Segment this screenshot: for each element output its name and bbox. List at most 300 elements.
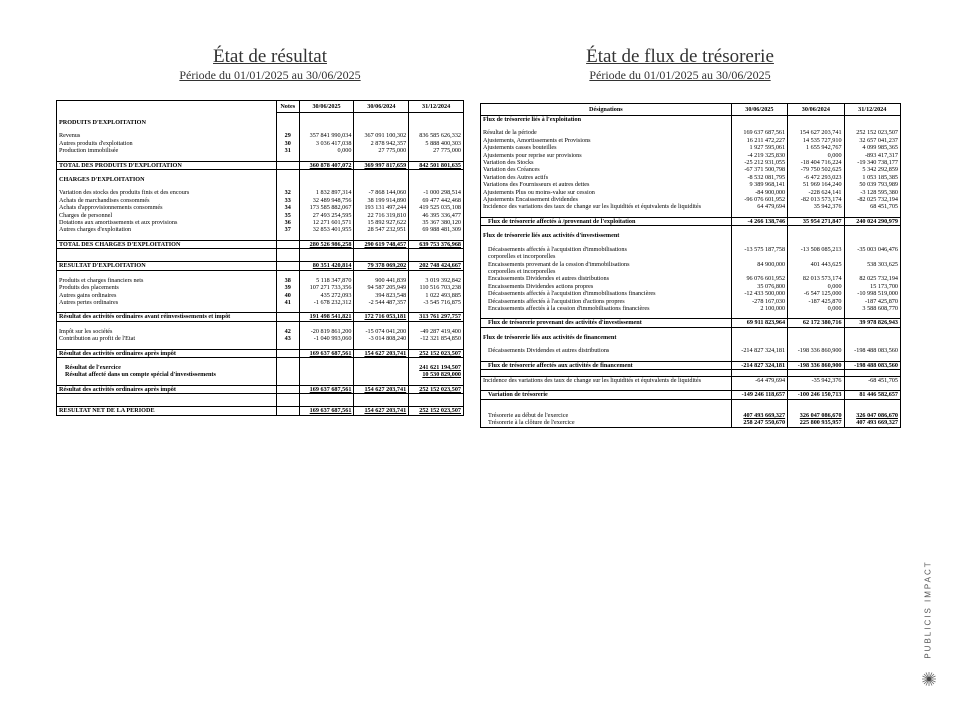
table-row-continuation [481,253,901,260]
empty-cell [354,119,409,126]
row-label-text: Flux de trésorerie affectés aux activités de financement [488,361,633,369]
row-label [481,361,732,369]
table-row [481,283,901,290]
row-label [481,129,732,136]
row-label [481,181,732,188]
value-cell: -187 425,870 [844,298,900,305]
note-cell [276,364,299,371]
column-header: 30/06/2025 [731,104,787,116]
value-cell: -198 336 860,900 [788,347,844,354]
note-cell [276,407,299,415]
table-row [481,152,901,159]
value-cell: 27 775,000 [409,147,464,154]
table-row [481,129,901,136]
value-cell: -187 425,870 [788,298,844,305]
value-cell: -3 545 716,875 [409,299,464,306]
row-label: Produits des placements [59,284,119,292]
value-cell: 2 100,000 [731,305,787,312]
value-cell: 173 585 882,067 [299,204,354,211]
value-cell: 35 954 271,847 [788,217,844,225]
value-cell: -214 827 324,181 [731,347,787,354]
table-row [57,385,464,393]
row-label-text: Encaissements Dividendes et autres distributions [488,275,609,283]
value-cell: 3 019 392,842 [409,277,464,284]
value-cell: -79 750 502,625 [788,166,844,173]
note-cell: 38 [276,277,299,284]
row-label: Contribution au profit de l'Etat [59,335,136,343]
section-row [57,119,464,126]
row-label: Autres pertes ordinaires [59,298,119,306]
row-label: Autres charges d'exploitation [59,226,132,234]
value-cell: 836 585 626,332 [409,132,464,139]
value-cell: 419 525 035,108 [409,204,464,211]
table-row [481,261,901,268]
empty-cell [409,119,464,126]
value-cell: 14 535 727,910 [788,137,844,144]
value-cell: 169 637 687,561 [299,349,354,357]
row-label: Résultat des activités ordinaires avant réinvestissements et impôt [57,313,277,321]
row-label: Achats de marchandises consommés [59,196,150,204]
row-label: Impôt sur les sociétés [59,327,113,335]
table-row [57,240,464,248]
empty-cell [844,268,900,275]
row-label-text: Décaissements Dividendes et autres distributions [488,347,610,355]
empty-cell [299,119,354,126]
row-label-text: Encaissements provenant de la cession d'immobilisations [488,260,630,268]
row-label [481,203,732,210]
row-label-text: Variation des Autres actifs [483,173,549,181]
income-statement-table [56,100,464,416]
value-cell: 32 853 401,955 [299,226,354,233]
cashflow-table [480,103,901,428]
row-label [481,144,732,151]
row-label: TOTAL DES PRODUITS D'EXPLOITATION [57,161,277,169]
value-cell: -3 014 808,240 [354,335,409,342]
value-cell: 369 997 817,659 [354,161,409,169]
note-cell [276,371,299,378]
value-cell: -13 575 187,758 [731,246,787,253]
row-label: TOTAL DES CHARGES D'EXPLOITATION [57,240,277,248]
table-row [57,189,464,196]
row-label-text: Décaissements affectés à l'acquisition d'actions propres [488,297,625,305]
row-label-text: Ajustements pour reprise sur provisions [483,151,582,159]
value-cell: 5 118 347,870 [299,277,354,284]
empty-cell [731,334,787,341]
value-cell: -8 532 081,795 [731,174,787,181]
value-cell: 15 173,700 [844,283,900,290]
table-header-row [57,101,464,113]
note-cell [276,161,299,169]
note-cell [276,262,299,270]
empty-cell [731,232,787,239]
value-cell: -15 074 041,200 [354,328,409,335]
value-cell: 64 479,694 [731,203,787,210]
note-cell [276,349,299,357]
row-label-continued: corporelles et incorporelles [488,267,556,275]
empty-cell [844,232,900,239]
value-cell: 1 832 897,314 [299,189,354,196]
row-label: Production immobilisée [59,147,119,155]
value-cell: 32 489 948,756 [299,197,354,204]
row-label: Résultat de l'exercice [65,363,121,371]
cashflow-title-block [560,46,800,82]
column-header: Notes [276,101,299,113]
table-row [57,197,464,204]
value-cell [354,371,409,378]
section-label: Flux de trésorerie liés aux activités d'investissement [483,232,620,240]
value-cell: -13 508 085,213 [788,246,844,253]
value-cell: 94 587 205,949 [354,284,409,291]
value-cell: -49 287 419,400 [409,328,464,335]
income-statement-period: Période du 01/01/2025 au 30/06/2025 [179,68,361,82]
value-cell: 79 378 069,202 [354,262,409,270]
row-label [481,196,732,203]
value-cell: 62 172 380,716 [788,319,844,327]
note-cell [276,313,299,321]
table-row [57,262,464,270]
note-cell: 37 [276,226,299,233]
value-cell: 252 152 023,507 [844,129,900,136]
value-cell: 0,000 [299,147,354,154]
table-row [57,364,464,371]
empty-cell [299,176,354,183]
value-cell: 639 753 376,968 [409,240,464,248]
value-cell: 172 716 053,181 [354,313,409,321]
row-label: Dotations aux amortissements et aux provisions [59,219,178,227]
table-row [481,376,901,384]
value-cell: 1 022 493,885 [409,292,464,299]
row-label-text: Ajustements Encaissement dividendes [483,196,578,204]
note-cell: 35 [276,212,299,219]
value-cell: 169 637 687,561 [299,407,354,415]
value-cell: 68 451,705 [844,203,900,210]
value-cell: 5 342 292,859 [844,166,900,173]
value-cell: -198 488 083,560 [844,361,900,369]
value-cell: 4 099 985,365 [844,144,900,151]
value-cell [299,371,354,378]
table-row [481,144,901,151]
value-cell: 1 655 942,767 [788,144,844,151]
value-cell: -198 336 860,900 [788,361,844,369]
row-label [481,159,732,166]
value-cell: 280 526 986,258 [299,240,354,248]
row-label: Produits et charges financiers nets [59,276,144,284]
value-cell: 27 775,000 [354,147,409,154]
row-label [481,283,732,290]
value-cell: 46 395 336,477 [409,212,464,219]
income-statement-title-block [140,46,400,82]
value-cell: 35 367 380,120 [409,219,464,226]
row-label [481,347,732,354]
sunburst-logo-icon [921,671,937,687]
value-cell: 110 516 703,238 [409,284,464,291]
value-cell: 360 878 407,072 [299,161,354,169]
row-label-text: Ajustements casses bouteilles [483,144,557,152]
column-header: 30/06/2025 [299,101,354,113]
row-label-text: Décaissements affectés à l'acquisition d'immobilisations [488,245,627,253]
row-label-text: Décaissements affectés à l'acquisition d'immobilisations financières [488,290,656,298]
table-row [57,140,464,147]
table-row [481,419,901,427]
row-label [481,290,732,297]
value-cell: -3 128 595,380 [844,189,900,196]
value-cell: 169 637 687,561 [299,385,354,393]
value-cell: 35 076,800 [731,283,787,290]
value-cell: 258 247 550,670 [731,419,787,427]
table-row [481,166,901,173]
row-label [481,166,732,173]
column-header: 30/06/2024 [788,104,844,116]
value-cell: -4 219 325,830 [731,152,787,159]
row-label [481,246,732,253]
spacer-cell [731,369,787,376]
value-cell: 10 530 829,000 [409,371,464,378]
value-cell: -6 547 125,000 [788,290,844,297]
empty-cell [276,119,299,126]
value-cell: -214 827 324,181 [731,361,787,369]
value-cell: -84 900,000 [731,189,787,196]
value-cell: 240 024 290,979 [844,217,900,225]
value-cell: 69 477 442,468 [409,197,464,204]
row-label [481,189,732,196]
empty-cell [844,116,900,124]
table-row [481,137,901,144]
value-cell: -893 417,317 [844,152,900,159]
empty-cell [844,334,900,341]
table-row [57,407,464,415]
value-cell: 1 053 185,385 [844,174,900,181]
value-cell: -6 472 293,023 [788,174,844,181]
income-statement-title: État de résultat [213,46,327,67]
value-cell: -96 076 601,952 [731,196,787,203]
value-cell: 290 619 748,457 [354,240,409,248]
row-label: Variation des stocks des produits finis et des encours [59,189,190,197]
table-row [481,412,901,419]
row-label-text: Flux de trésorerie affectés à /provenant de l'exploitation [488,217,636,225]
note-cell: 36 [276,219,299,226]
table-row [481,246,901,253]
value-cell: -4 266 138,746 [731,217,787,225]
note-cell: 39 [276,284,299,291]
section-row [57,176,464,183]
note-cell: 41 [276,299,299,306]
table-row [57,299,464,306]
row-label: Charges de personnel [59,211,113,219]
value-cell: 154 627 203,741 [354,349,409,357]
table-row [57,328,464,335]
row-label [481,261,732,268]
empty-cell [788,334,844,341]
row-label-text: Résultat de la période [483,129,537,137]
value-cell: 3 036 417,038 [299,140,354,147]
value-cell: -67 371 500,798 [731,166,787,173]
value-cell: -149 246 118,657 [731,391,787,399]
value-cell: 22 716 319,810 [354,212,409,219]
note-cell: 42 [276,328,299,335]
value-cell: 367 091 100,302 [354,132,409,139]
section-row [481,334,901,341]
row-label: Résultat affecté dans un compte spécial d'investissements [65,371,216,379]
value-cell: 82 025 732,194 [844,275,900,282]
value-cell: -35 942,376 [788,376,844,384]
row-label: RESULTAT NET DE LA PERIODE [57,407,277,415]
table-row [481,203,901,210]
table-row [57,132,464,139]
table-row [481,305,901,312]
row-label-continued: corporelles et incorporelles [488,253,556,261]
row-label [481,275,732,282]
table-header-row [481,104,901,116]
value-cell: -12 433 500,000 [731,290,787,297]
table-row [57,204,464,211]
value-cell: -18 404 716,224 [788,159,844,166]
value-cell: -68 451,705 [844,376,900,384]
section-label: Flux de trésorerie liés aux activités de financement [483,333,617,341]
row-label: Achats d'approvisionnements consommés [59,204,163,212]
row-label-text: Encaissements affectés à la cession d'immobilisations financières [488,304,650,312]
value-cell: 9 389 968,141 [731,181,787,188]
note-cell: 34 [276,204,299,211]
value-cell: 81 446 582,657 [844,391,900,399]
value-cell: -82 025 732,194 [844,196,900,203]
note-cell: 31 [276,147,299,154]
row-label: Revenus [59,132,81,140]
spacer-cell [844,369,900,376]
brand-mark [920,545,940,685]
value-cell: 357 841 990,034 [299,132,354,139]
row-label-text: Flux de trésorerie provenant des activités d'investissement [488,319,642,327]
section-row [481,232,901,239]
value-cell: 3 588 608,770 [844,305,900,312]
table-row [57,292,464,299]
table-row [481,275,901,282]
value-cell: 202 748 424,667 [409,262,464,270]
cashflow-title: État de flux de trésorerie [586,46,774,67]
value-cell: 0,000 [788,152,844,159]
value-cell [354,364,409,371]
row-label [481,376,732,384]
value-cell: 401 443,625 [788,261,844,268]
empty-cell [788,232,844,239]
value-cell: 84 900,000 [731,261,787,268]
value-cell: -278 167,030 [731,298,787,305]
value-cell: -25 212 931,055 [731,159,787,166]
value-cell: 313 761 297,757 [409,313,464,321]
value-cell: -228 624,141 [788,189,844,196]
table-row [57,371,464,378]
value-cell: 193 131 497,244 [354,204,409,211]
spacer-cell [788,369,844,376]
column-header: 31/12/2024 [844,104,900,116]
value-cell: -10 998 519,000 [844,290,900,297]
header-blank-cell [57,101,277,113]
value-cell: 107 271 733,356 [299,284,354,291]
row-label [481,217,732,225]
table-row [481,319,901,327]
table-row [57,313,464,321]
empty-cell [788,268,844,275]
row-label-text: Trésorerie au début de l'exercice [488,411,569,419]
value-cell: -2 544 487,357 [354,299,409,306]
row-label-text: Trésorerie à la clôture de l'exercice [488,419,575,427]
value-cell: 35 942,376 [788,203,844,210]
note-cell: 33 [276,197,299,204]
value-cell: -64 479,694 [731,376,787,384]
value-cell: 69 988 481,309 [409,226,464,233]
empty-cell [731,116,787,124]
table-row [57,277,464,284]
value-cell: 32 657 041,237 [844,137,900,144]
row-label: Résultat des activités ordinaires après impôt [57,385,277,393]
value-cell: 169 637 687,561 [731,129,787,136]
value-cell: 407 493 669,327 [844,419,900,427]
table-row [481,174,901,181]
value-cell: 225 800 935,957 [788,419,844,427]
note-cell: 40 [276,292,299,299]
table-row-continuation [481,268,901,275]
value-cell: 80 351 420,814 [299,262,354,270]
value-cell: 407 493 669,327 [731,412,787,419]
value-cell: 154 627 203,741 [788,129,844,136]
section-label: CHARGES D'EXPLOITATION [59,176,145,184]
value-cell: 38 199 914,890 [354,197,409,204]
brand-name: PUBLICIS IMPACT [923,560,933,659]
row-label [481,298,732,305]
value-cell: -100 246 150,713 [788,391,844,399]
row-label-text: Variations des Fournisseurs et autres dettes [483,181,590,189]
value-cell: 15 892 927,622 [354,219,409,226]
section-label: Flux de trésorerie liés à l'exploitation [483,116,582,123]
row-label-text: Variation des Créances [483,166,540,174]
table-row [481,196,901,203]
note-cell: 32 [276,189,299,196]
value-cell: 394 823,548 [354,292,409,299]
value-cell: 326 047 086,670 [844,412,900,419]
row-label: Autres gains ordinaires [59,291,117,299]
table-row [57,349,464,357]
row-label-text: Incidence des variations des taux de change sur les liquidités et équivalents de liquidités [483,203,702,211]
empty-cell [731,268,787,275]
value-cell: 82 013 573,174 [788,275,844,282]
row-label [481,137,732,144]
column-header: Désignations [481,104,732,116]
value-cell: 28 547 232,951 [354,226,409,233]
value-cell: 842 501 801,635 [409,161,464,169]
table-row [57,161,464,169]
empty-cell [354,176,409,183]
value-cell: 154 627 203,741 [354,385,409,393]
value-cell: 252 152 023,507 [409,407,464,415]
value-cell: -82 013 573,174 [788,196,844,203]
value-cell: -7 868 144,060 [354,189,409,196]
row-label: Résultat des activités ordinaires après impôt [57,349,277,357]
column-header: 30/06/2024 [354,101,409,113]
value-cell: 538 303,625 [844,261,900,268]
row-label: Autres produits d'exploitation [59,139,133,147]
empty-cell [409,176,464,183]
table-row [481,217,901,225]
value-cell: 96 076 601,952 [731,275,787,282]
value-cell: -20 819 861,200 [299,328,354,335]
row-label [481,305,732,312]
value-cell: 16 211 472,227 [731,137,787,144]
empty-cell [731,253,787,260]
section-label: PRODUITS D'EXPLOITATION [59,119,146,126]
row-label [481,319,732,327]
row-label-text: Variation des Stocks [483,159,534,167]
value-cell: 0,000 [788,305,844,312]
value-cell: -1 678 232,312 [299,299,354,306]
